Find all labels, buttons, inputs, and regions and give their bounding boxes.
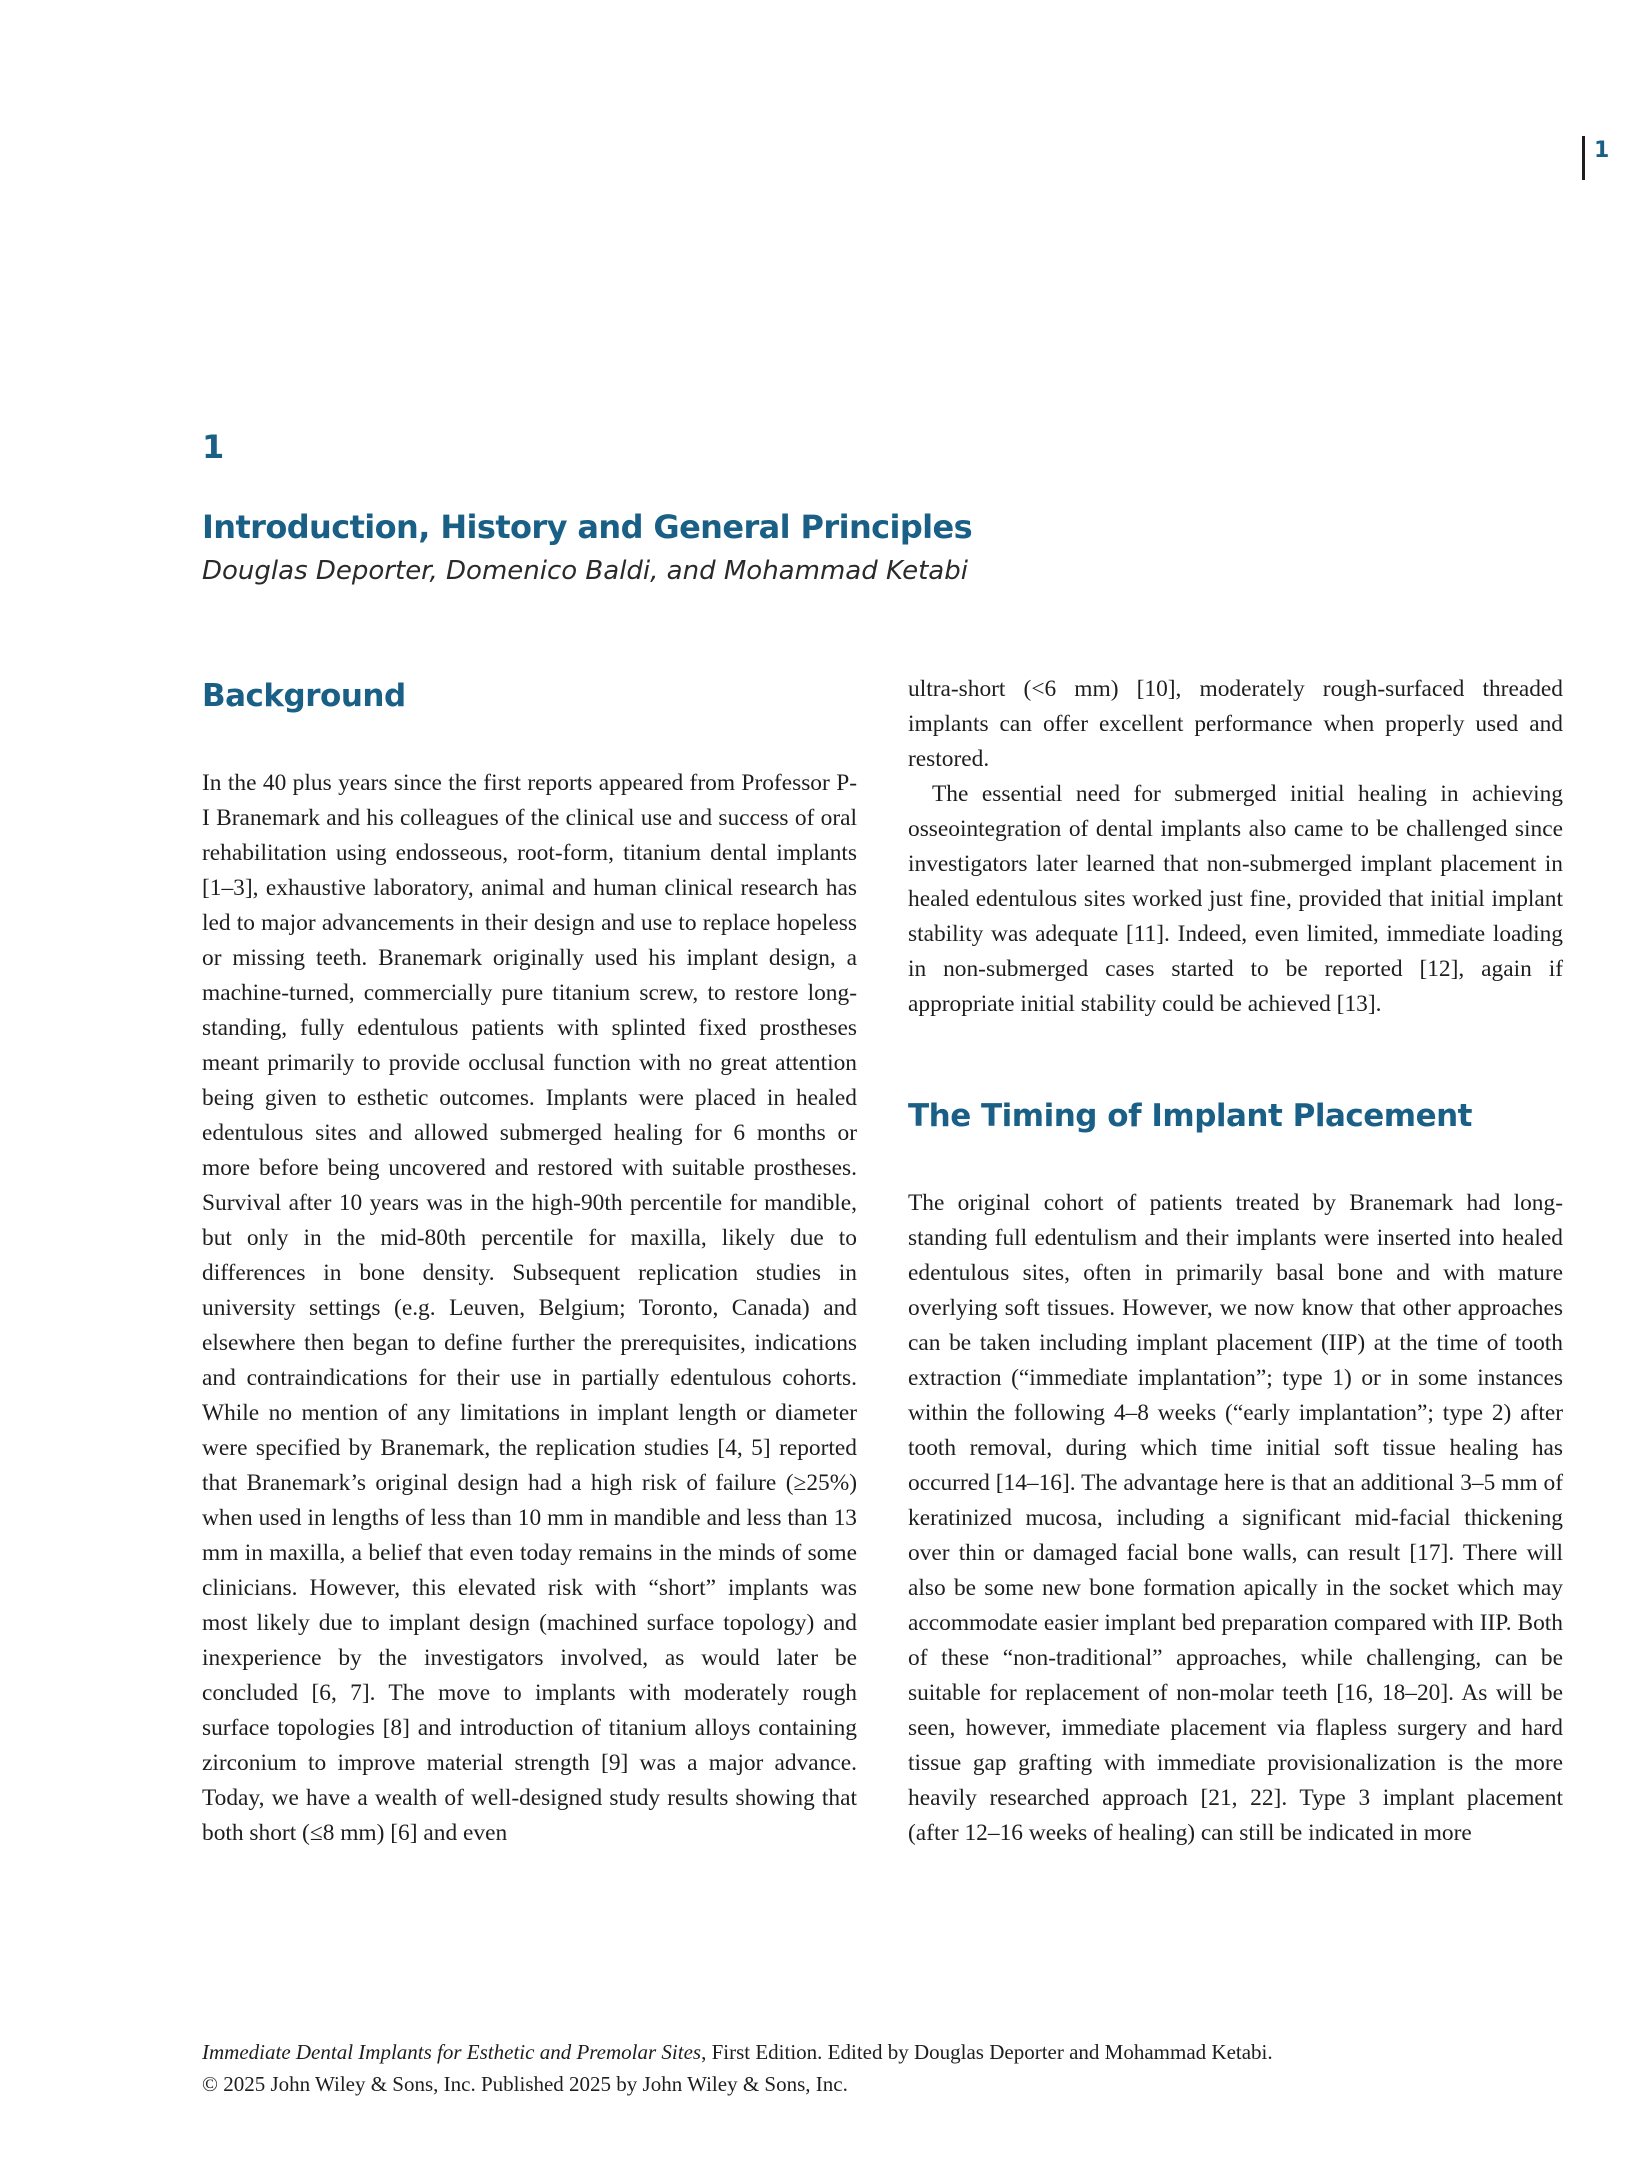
footer-citation bbox=[202, 2036, 1502, 2068]
section-heading-timing: The Timing of Implant Placement bbox=[908, 1098, 1472, 1134]
footer-edition: , First Edition. Edited by Douglas Deporter and Mohammad Ketabi. bbox=[701, 2040, 1273, 2064]
page-marker-bar bbox=[1582, 136, 1585, 180]
chapter-title: Introduction, History and General Principles bbox=[202, 508, 973, 546]
background-paragraph-2: The essential need for submerged initial healing in achieving osseointegration of dental implants also came to be challenged since investigators later learned that non-submerged implant placement in healed edentulous sites worked just fine, provided that initial implant stability was adequate [11]. Indeed, even limited, immediate loading in non-submerged cases started to be reported [12], again if appropriate initial stability could be achieved [13]. bbox=[908, 781, 1563, 1017]
footer-book-title: Immediate Dental Implants for Esthetic and Premolar Sites bbox=[202, 2040, 702, 2064]
footer bbox=[202, 2036, 1502, 2100]
left-column bbox=[202, 672, 857, 1851]
right-column bbox=[908, 672, 1563, 1851]
chapter-number: 1 bbox=[202, 428, 225, 466]
background-paragraph: In the 40 plus years since the first reports appeared from Professor P-I Branemark and his colleagues of the clinical use and success of oral rehabilitation using endosseous, root-form, titanium dental implants [1–3], exhaustive laboratory, animal and human clinical research has led to major advancements in their design and use to replace hopeless or missing teeth. Branemark originally used his implant design, a machine-turned, commercially pure titanium screw, to restore long-standing, fully edentulous patients with splinted fixed prostheses meant primarily to provide occlusal function with no great attention being given to esthetic outcomes. Implants were placed in healed edentulous sites and allowed submerged healing for 6 months or more before being uncovered and restored with suitable prostheses. Survival after 10 years was in the high-90th percentile for mandible, but only in the mid-80th percentile for maxilla, likely due to differences in bone density. Subsequent replication studies in university settings (e.g. Leuven, Belgium; Toronto, Canada) and elsewhere then began to define further the prerequisites, indications and contraindications for their use in partially edentulous cohorts. While no mention of any limitations in implant length or diameter were specified by Branemark, the replication studies [4, 5] reported that Branemark’s original design had a high risk of failure (≥25%) when used in lengths of less than 10 mm in mandible and less than 13 mm in maxilla, a belief that even today remains in the minds of some clinicians. However, this elevated risk with “short” implants was most likely due to implant design (machined surface topology) and inexperience by the investigators involved, as would later be concluded [6, 7]. The move to implants with moderately rough surface topologies [8] and introduction of titanium alloys containing zirconium to improve material strength [9] was a major advance. Today, we have a wealth of well-designed study results showing that both short (≤8 mm) [6] and even bbox=[202, 770, 857, 1846]
section-heading-background: Background bbox=[202, 678, 406, 714]
timing-paragraph: The original cohort of patients treated by Branemark had long-standing full edentulism and their implants were inserted into healed edentulous sites, often in primarily basal bone and with mature overlying soft tissues. However, we now know that other approaches can be taken including implant placement (IIP) at the time of tooth extraction (“immediate implantation”; type 1) or in some instances within the following 4–8 weeks (“early implantation”; type 2) after tooth removal, during which time initial soft tissue healing has occurred [14–16]. The advantage here is that an additional 3–5 mm of keratinized mucosa, including a significant mid-facial thickening over thin or damaged facial bone walls, can result [17]. There will also be some new bone formation apically in the socket which may accommodate easier implant bed preparation compared with IIP. Both of these “non-traditional” approaches, while challenging, can be suitable for replacement of non-molar teeth [16, 18–20]. As will be seen, however, immediate placement via flapless surgery and hard tissue gap grafting with immediate provisionalization is the more heavily researched approach [21, 22]. Type 3 implant placement (after 12–16 weeks of healing) can still be indicated in more bbox=[908, 1190, 1563, 1846]
page-number: 1 bbox=[1594, 138, 1610, 163]
footer-copyright: © 2025 John Wiley & Sons, Inc. Published 2025 by John Wiley & Sons, Inc. bbox=[202, 2072, 848, 2096]
chapter-authors: Douglas Deporter, Domenico Baldi, and Mohammad Ketabi bbox=[202, 556, 968, 586]
background-continuation: ultra-short (<6 mm) [10], moderately rough-surfaced threaded implants can offer excellent performance when properly used and restored. bbox=[908, 676, 1563, 772]
